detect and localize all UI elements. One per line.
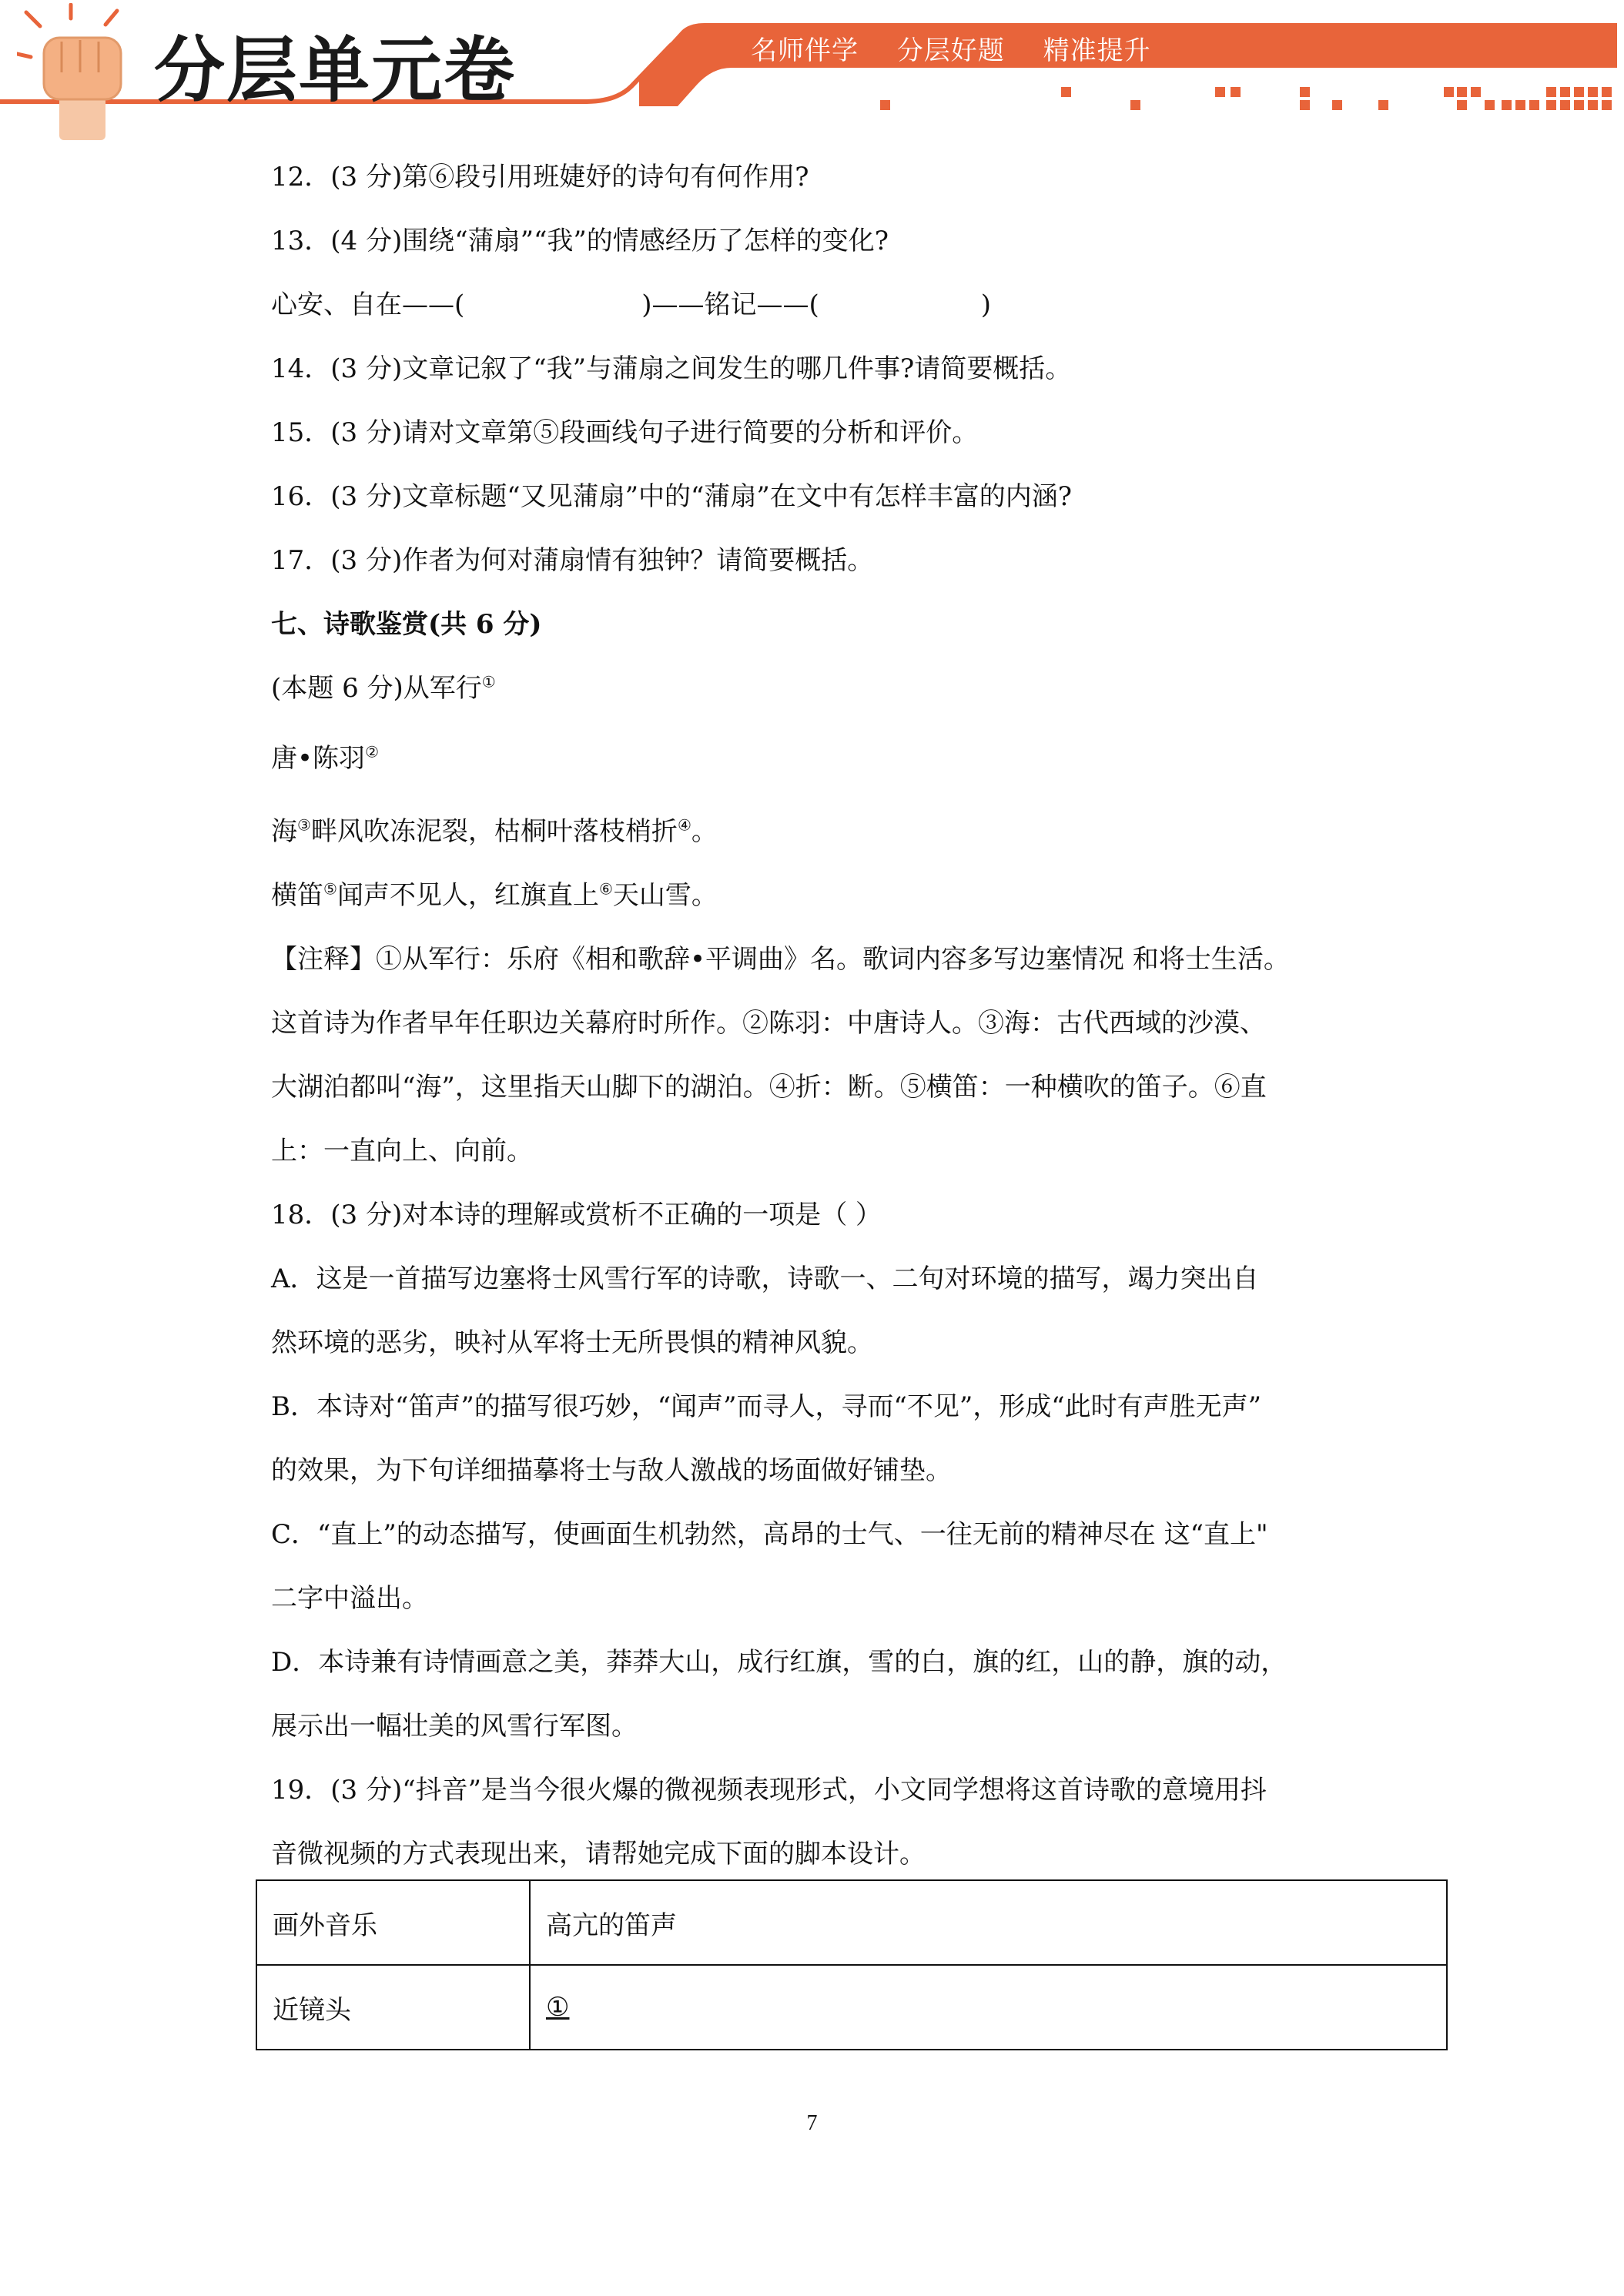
header-slogan [751,29,1180,67]
option-c-cont: 二字中溢出。 [271,1583,428,1614]
poem-line-1: 海③畔风吹冻泥裂，枯桐叶落枝梢折④。 [271,815,718,847]
option-a-cont: 然环境的恶劣，映衬从军将士无所畏惧的精神风貌。 [271,1327,873,1358]
page-header [0,0,1624,146]
option-d: D．本诗兼有诗情画意之美，莽莽大山，成行红旗，雪的白，旗的红，山的静，旗的动， [271,1647,1287,1678]
fill-mid: )——铭记——( [641,290,819,320]
page-number: 7 [806,2111,818,2135]
question-13: 13．(4 分)围绕“蒲扇”“我”的情感经历了怎样的变化? [271,226,889,256]
fill-start: 心安、自在——( [271,290,465,320]
option-b: B．本诗对“笛声”的描写很巧妙，“闻声”而寻人，寻而“不见”，形成“此时有声胜无声” [271,1391,1262,1422]
table-cell-value: 高亢的笛声 [530,1880,1447,1965]
slogan-2: 分层好题 [896,35,1005,66]
question-19-cont: 音微视频的方式表现出来，请帮她完成下面的脚本设计。 [271,1839,926,1869]
note-line: 【注释】①从军行：乐府《相和歌辞•平调曲》名。歌词内容多写边塞情况 和将士生活。 [271,944,1290,975]
table-row [256,1965,1447,2050]
fist-logo-icon [17,3,148,142]
decorative-squares [880,87,1612,110]
table-cell-label: 画外音乐 [256,1880,530,1965]
answer-blank-1: ① [546,1992,570,2023]
table-cell-answer[interactable] [530,1965,1447,2050]
note-line: 大湖泊都叫“海”，这里指天山脚下的湖泊。④折：断。⑤横笛：一种横吹的笛子。⑥直 [271,1072,1267,1103]
table-cell-label: 近镜头 [256,1965,530,2050]
note-line: 这首诗为作者早年任职边关幕府时所作。②陈羽：中唐诗人。③海：古代西域的沙漠、 [271,1008,1266,1039]
question-16: 16．(3 分)文章标题“又见蒲扇”中的“蒲扇”在文中有怎样丰富的内涵? [271,481,1072,512]
option-d-cont: 展示出一幅壮美的风雪行军图。 [271,1711,638,1742]
script-table [256,1879,1448,2050]
question-14: 14．(3 分)文章记叙了“我”与蒲扇之间发生的哪几件事?请简要概括。 [271,353,1072,384]
question-13-fill [271,283,991,321]
poem-author: 唐•陈羽② [271,742,379,774]
note-line: 上：一直向上、向前。 [271,1136,533,1166]
option-a: A．这是一首描写边塞将士风雪行军的诗歌，诗歌一、二句对环境的描写，竭力突出自 [271,1263,1259,1294]
option-c: C．“直上”的动态描写，使画面生机勃然，高昂的士气、一往无前的精神尽在 这“直上" [271,1519,1268,1550]
table-row [256,1880,1447,1965]
question-17: 17．(3 分)作者为何对蒲扇情有独钟？请简要概括。 [271,545,874,576]
question-12: 12．(3 分)第⑥段引用班婕妤的诗句有何作用? [271,162,809,192]
question-18: 18．(3 分)对本诗的理解或赏析不正确的一项是（ ） [271,1200,882,1230]
slogan-3: 精准提升 [1043,35,1151,66]
poem-line-2: 横笛⑤闻声不见人，红旗直上⑥天山雪。 [271,879,718,911]
fill-end: ) [980,290,992,320]
question-19: 19．(3 分)“抖音”是当今很火爆的微视频表现形式，小文同学想将这首诗歌的意境用抖 [271,1775,1267,1806]
option-b-cont: 的效果，为下句详细描摹将士与敌人激战的场面做好铺垫。 [271,1455,952,1486]
brand-title: 分层单元卷 [154,29,517,112]
question-15: 15．(3 分)请对文章第⑤段画线句子进行简要的分析和评价。 [271,417,979,448]
slogan-1: 名师伴学 [751,35,859,66]
poem-intro: (本题 6 分)从军行① [271,672,496,704]
section-heading: 七、诗歌鉴赏(共 6 分) [271,609,542,640]
